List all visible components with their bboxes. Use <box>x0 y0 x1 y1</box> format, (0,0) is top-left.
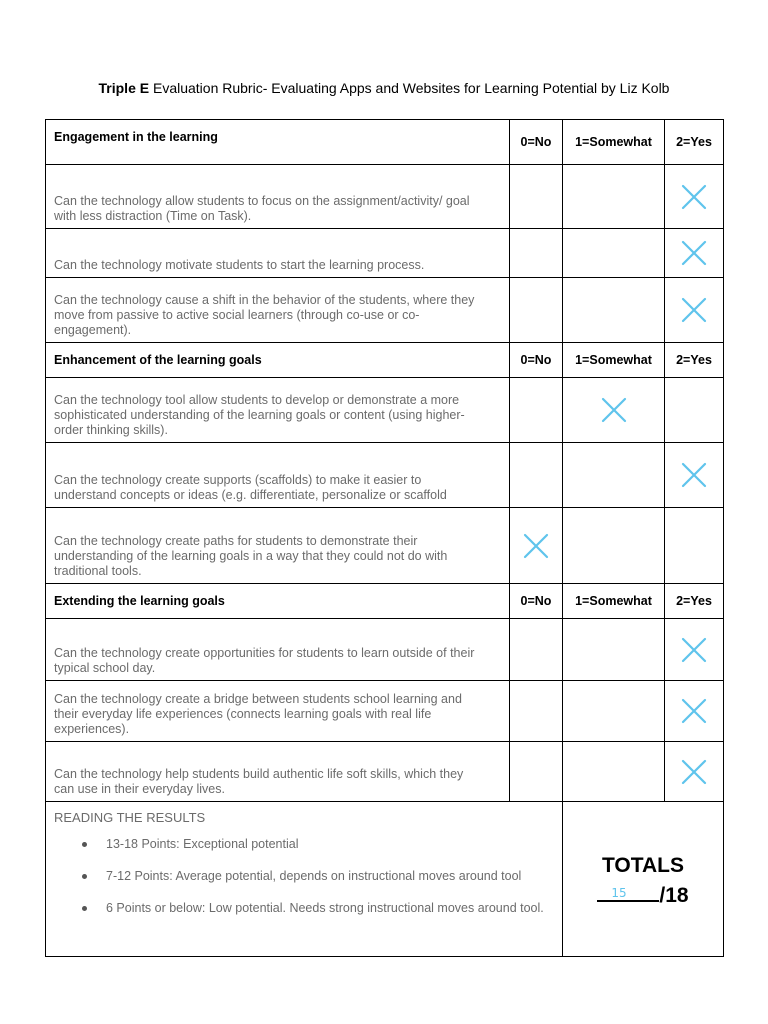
score-cell-somewhat[interactable] <box>563 508 665 584</box>
question-row <box>46 742 724 802</box>
score-cell-somewhat[interactable] <box>563 742 665 802</box>
question-text: Can the technology allow students to focus on the assignment/activity/ goal with less distraction (Time on Task). <box>54 194 470 223</box>
title-rest: Evaluation Rubric- Evaluating Apps and Websites for Learning Potential by Liz Kolb <box>149 80 670 96</box>
x-mark-icon <box>681 184 707 210</box>
question-cell <box>46 378 510 443</box>
question-text: Can the technology help students build authentic life soft skills, which they can use in their everyday lives. <box>54 767 464 796</box>
results-item: 13-18 Points: Exceptional potential <box>82 837 554 852</box>
question-text: Can the technology tool allow students to develop or demonstrate a more sophisticated understanding of the learning goals or content (using higher-order thinking skills). <box>54 393 465 437</box>
score-cell-yes[interactable] <box>665 681 724 742</box>
x-mark-icon <box>681 240 707 266</box>
scale-header-somewhat: 1=Somewhat <box>563 584 665 619</box>
question-text: Can the technology create a bridge between students school learning and their everyday life experiences (connects learning goals with real life experiences). <box>54 692 462 736</box>
score-cell-yes[interactable] <box>665 508 724 584</box>
score-cell-no[interactable] <box>510 165 563 229</box>
question-cell <box>46 508 510 584</box>
scale-header-no: 0=No <box>510 584 563 619</box>
score-cell-no[interactable] <box>510 443 563 508</box>
score-cell-yes[interactable] <box>665 443 724 508</box>
question-row <box>46 681 724 742</box>
scale-header-no: 0=No <box>510 120 563 165</box>
score-blank <box>597 882 659 902</box>
score-cell-yes[interactable] <box>665 229 724 278</box>
score-cell-no[interactable] <box>510 378 563 443</box>
question-text: Can the technology create paths for students to demonstrate their understanding of the learning goals in a way that they could not do with traditional tools. <box>54 534 448 578</box>
question-row <box>46 229 724 278</box>
question-row <box>46 508 724 584</box>
x-mark-icon <box>681 698 707 724</box>
title-bold: Triple E <box>98 80 150 96</box>
score-cell-somewhat[interactable] <box>563 443 665 508</box>
score-cell-somewhat[interactable] <box>563 278 665 343</box>
totals-cell <box>563 802 724 957</box>
score-cell-no[interactable] <box>510 619 563 681</box>
score-cell-somewhat[interactable] <box>563 229 665 278</box>
x-mark-icon <box>681 759 707 785</box>
question-row <box>46 443 724 508</box>
scale-header-somewhat: 1=Somewhat <box>563 343 665 378</box>
question-row <box>46 165 724 229</box>
x-mark-icon <box>523 533 549 559</box>
results-row <box>46 802 724 957</box>
results-item: 6 Points or below: Low potential. Needs strong instructional moves around tool. <box>82 901 554 916</box>
rubric-table <box>45 119 724 957</box>
question-cell <box>46 742 510 802</box>
score-cell-no[interactable] <box>510 278 563 343</box>
question-text: Can the technology create opportunities for students to learn outside of their typical school day. <box>54 646 475 675</box>
results-list <box>54 837 554 916</box>
question-row <box>46 619 724 681</box>
question-row <box>46 378 724 443</box>
section-heading: Extending the learning goals <box>46 584 510 619</box>
score-cell-no[interactable] <box>510 508 563 584</box>
results-cell <box>46 802 563 957</box>
score-cell-somewhat[interactable] <box>563 378 665 443</box>
score-cell-no[interactable] <box>510 742 563 802</box>
scale-header-no: 0=No <box>510 343 563 378</box>
results-heading: READING THE RESULTS <box>54 810 206 825</box>
x-mark-icon <box>681 297 707 323</box>
scale-header-yes: 2=Yes <box>665 584 724 619</box>
results-item: 7-12 Points: Average potential, depends on instructional moves around tool <box>82 869 554 884</box>
question-text: Can the technology motivate students to start the learning process. <box>54 258 425 272</box>
score-max: /18 <box>659 884 689 907</box>
section-header-row <box>46 120 724 165</box>
score-cell-yes[interactable] <box>665 619 724 681</box>
question-text: Can the technology cause a shift in the behavior of the students, where they move from passive to active social learners (through co-use or co-engagement). <box>54 293 475 337</box>
score-cell-somewhat[interactable] <box>563 165 665 229</box>
section-header-row <box>46 584 724 619</box>
section-heading: Enhancement of the learning goals <box>46 343 510 378</box>
question-cell <box>46 619 510 681</box>
section-header-row <box>46 343 724 378</box>
x-mark-icon <box>601 397 627 423</box>
question-text: Can the technology create supports (scaffolds) to make it easier to understand concepts or ideas (e.g. differentiate, personalize or scaffold <box>54 473 447 502</box>
score-cell-yes[interactable] <box>665 165 724 229</box>
question-cell <box>46 681 510 742</box>
page-title <box>0 80 768 96</box>
question-cell <box>46 278 510 343</box>
question-cell <box>46 443 510 508</box>
score-cell-yes[interactable] <box>665 742 724 802</box>
scale-header-somewhat: 1=Somewhat <box>563 120 665 165</box>
score-cell-yes[interactable] <box>665 278 724 343</box>
score-cell-no[interactable] <box>510 681 563 742</box>
totals-label: TOTALS <box>601 854 685 877</box>
section-heading: Engagement in the learning <box>46 120 510 165</box>
question-row <box>46 278 724 343</box>
x-mark-icon <box>681 462 707 488</box>
score-cell-yes[interactable] <box>665 378 724 443</box>
scale-header-yes: 2=Yes <box>665 343 724 378</box>
rubric-body <box>46 120 724 957</box>
score-cell-no[interactable] <box>510 229 563 278</box>
score-value: 15 <box>611 886 627 900</box>
question-cell <box>46 229 510 278</box>
scale-header-yes: 2=Yes <box>665 120 724 165</box>
score-cell-somewhat[interactable] <box>563 681 665 742</box>
x-mark-icon <box>681 637 707 663</box>
score-cell-somewhat[interactable] <box>563 619 665 681</box>
score-line <box>563 882 723 908</box>
question-cell <box>46 165 510 229</box>
